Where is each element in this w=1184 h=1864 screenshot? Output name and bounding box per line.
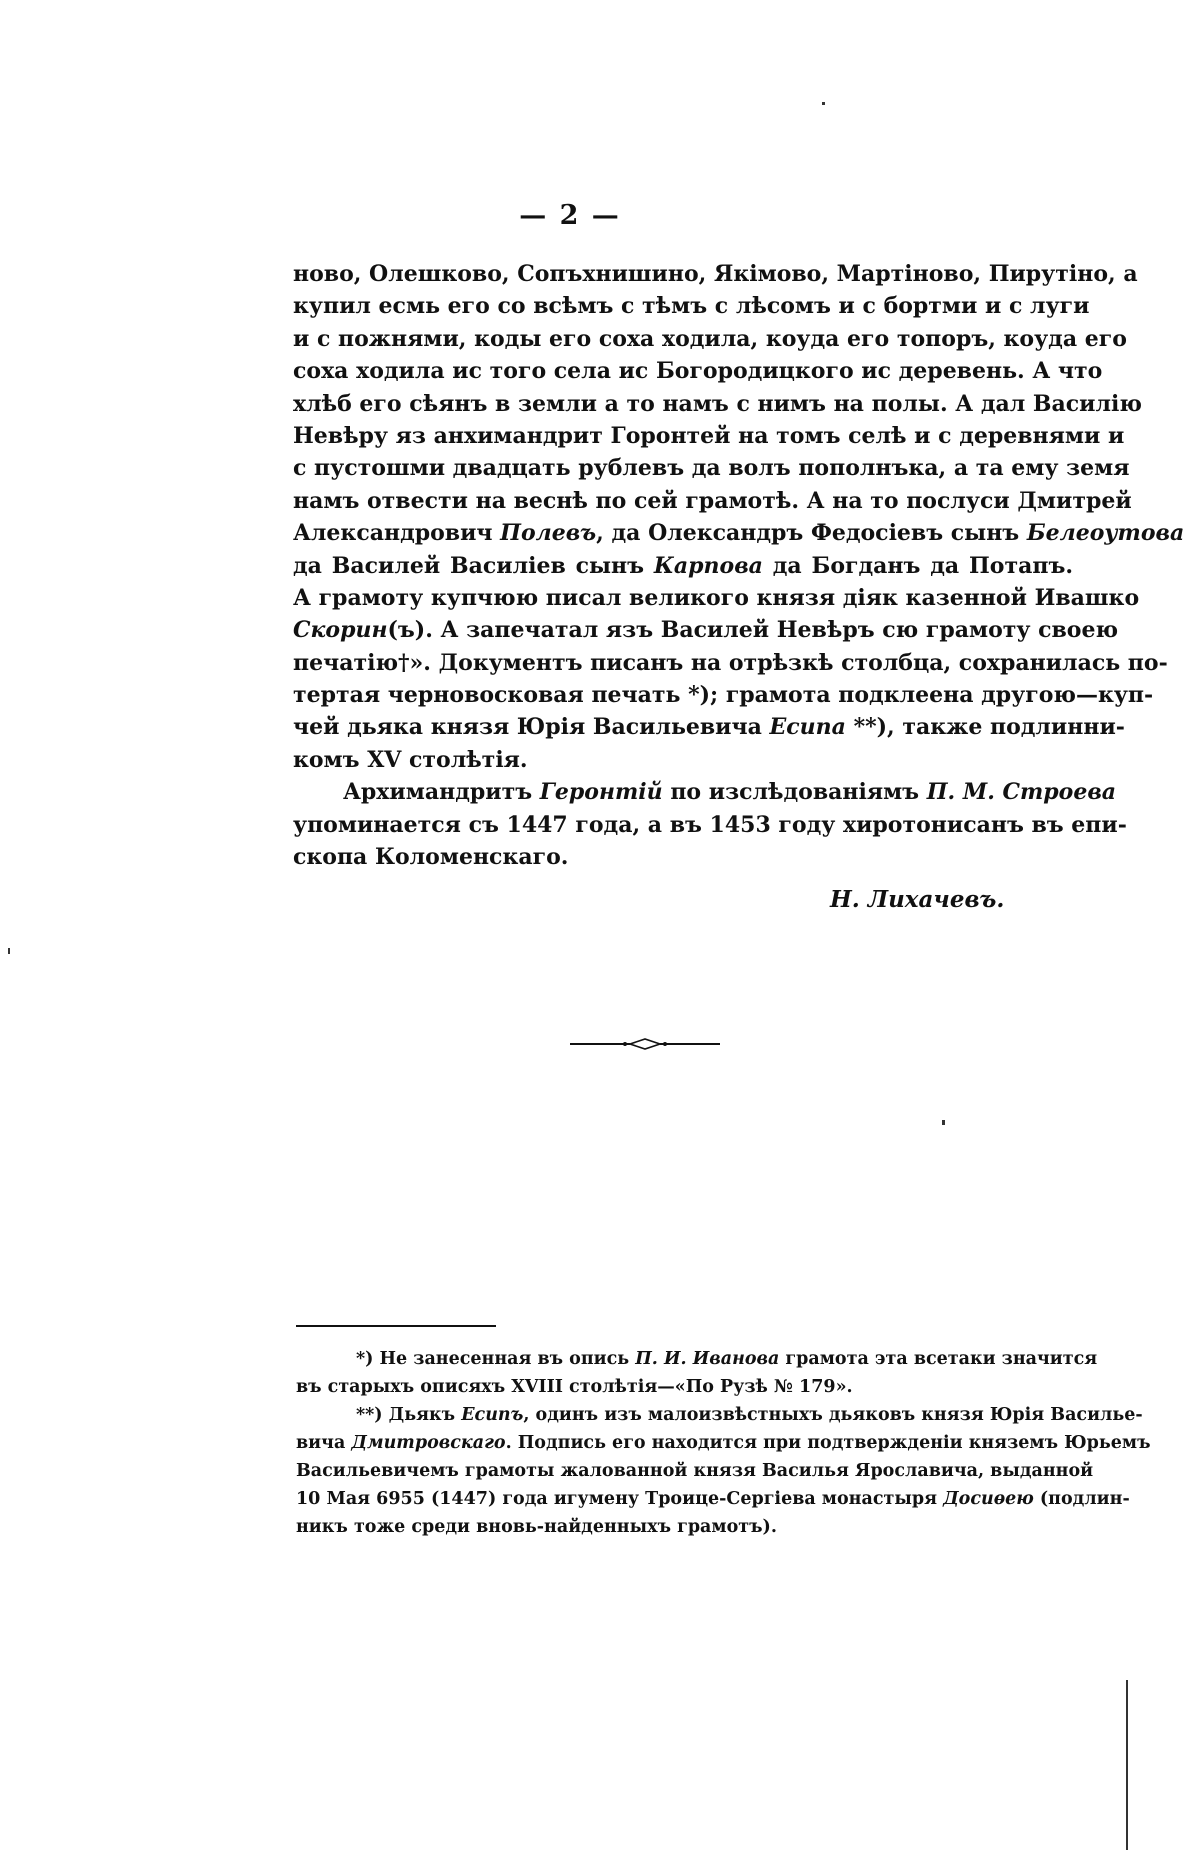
text-line: соха ходила ис того села ис Богородицкого ис деревень. А что <box>293 358 1103 385</box>
body-text <box>293 258 1184 873</box>
person-name: Есипъ <box>461 1405 524 1425</box>
signature: Н. Лихачевъ. <box>830 886 1005 913</box>
footnote-line <box>296 1485 1130 1513</box>
scan-speck <box>8 948 10 954</box>
person-name: Полевъ <box>500 520 597 547</box>
person-name: Дмитровскаго <box>351 1433 506 1453</box>
text-run: (ъ). А запечатал язъ Василей Невѣръ сю грамоту своею <box>387 617 1119 644</box>
text-run: **) Дьякъ <box>356 1405 462 1425</box>
footnote-divider <box>296 1325 496 1327</box>
text-run: чей дьяка князя Юрія Васильевича <box>293 714 770 741</box>
text-line: купил есмь его со всѣмъ с тѣмъ с лѣсомъ и с бортми и с луги <box>293 293 1090 320</box>
text-run: . Подпись его находится при подтвержденіи княземъ Юрьемъ <box>505 1433 1151 1453</box>
person-name: Досиѳею <box>943 1489 1034 1509</box>
text-line <box>293 550 1073 582</box>
text-line: с пустошми двадцать рублевъ да волъ пополнъка, а та ему земя <box>293 455 1130 482</box>
footnote-line <box>296 1345 1098 1373</box>
text-line: комъ XV столѣтія. <box>293 746 528 773</box>
person-name: Белеоутова <box>1026 520 1184 547</box>
scan-speck <box>822 102 825 105</box>
text-line: намъ отвести на веснѣ по сей грамотѣ. А на то послуси Дмитрей <box>293 487 1132 514</box>
text-run: да Василей Василіев сынъ <box>293 552 654 579</box>
page-number: — 2 — <box>519 200 621 231</box>
footnote-line: Васильевичемъ грамоты жалованной князя Василья Ярославича, выданной <box>296 1461 1094 1481</box>
person-name: Скорин <box>293 617 388 644</box>
text-run: 10 Мая 6955 (1447) года игумену Троице-Сергіева монастыря <box>296 1489 944 1509</box>
text-run: Александрович <box>293 520 501 547</box>
text-line <box>293 711 1125 743</box>
text-line: и с пожнями, коды его соха ходила, коуда его топоръ, коуда его <box>293 325 1127 352</box>
text-run: по изслѣдованіямъ <box>662 779 927 806</box>
person-name: Геронтій <box>539 779 663 806</box>
scan-edge-line <box>1126 1680 1128 1850</box>
text-line: ново, Олешково, Сопъхнишино, Якімово, Мартіново, Пирутіно, а <box>293 261 1138 287</box>
text-line <box>293 517 1184 549</box>
person-name: Карпова <box>653 552 763 579</box>
footnotes <box>296 1345 1151 1541</box>
text-run: , да Олександръ Федосіевъ сынъ <box>596 520 1027 547</box>
text-line <box>293 776 1117 808</box>
person-name: П. М. Строева <box>926 779 1117 806</box>
text-run: да Богданъ да Потапъ. <box>762 552 1073 579</box>
footnote-line <box>296 1429 1151 1457</box>
text-run: (подлин- <box>1033 1489 1130 1509</box>
text-run: грамота эта всетаки значится <box>779 1349 1098 1369</box>
text-line: скопа Коломенскаго. <box>293 844 569 871</box>
text-line: тертая черновосковая печать *); грамота подклеена другою—куп- <box>293 682 1154 709</box>
text-line <box>293 614 1119 646</box>
text-line: хлѣб его сѣянъ в земли а то намъ с нимъ на полы. А дал Василію <box>293 390 1142 417</box>
text-line: печатію†». Документъ писанъ на отрѣзкѣ столбца, сохранилась по- <box>293 649 1168 676</box>
text-line: Невѣру яз анхимандрит Горонтей на томъ селѣ и с деревнями и <box>293 422 1125 449</box>
ornament-divider-icon <box>570 1036 720 1055</box>
footnote-line <box>296 1401 1143 1429</box>
text-run: вича <box>296 1433 352 1453</box>
footnote-line: никъ тоже среди вновь-найденныхъ грамотъ). <box>296 1517 777 1537</box>
text-run: Архимандритъ <box>343 779 540 806</box>
footnote-line: въ старыхъ описяхъ XVIII столѣтія—«По Рузѣ № 179». <box>296 1377 853 1397</box>
person-name: П. И. Иванова <box>635 1349 780 1369</box>
text-line: А грамоту купчюю писал великого князя діяк казенной Ивашко <box>293 584 1140 611</box>
person-name: Есипа <box>769 714 846 741</box>
text-run: , одинъ изъ малоизвѣстныхъ дьяковъ князя Юрія Василье- <box>523 1405 1143 1425</box>
scan-speck <box>942 1120 945 1125</box>
text-run: *) Не занесенная въ опись <box>356 1349 636 1369</box>
text-run: **), также подлинни- <box>845 714 1125 741</box>
text-line: упоминается съ 1447 года, а въ 1453 году хиротонисанъ въ епи- <box>293 811 1127 838</box>
